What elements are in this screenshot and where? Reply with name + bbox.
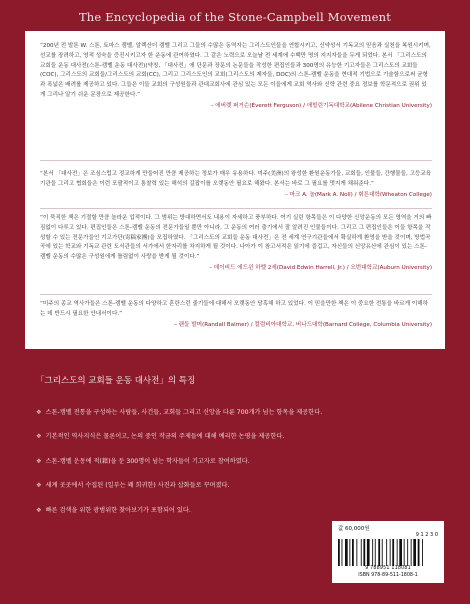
endorsement-text: “미주의 종교 역사가들은 스톤-캠벨 운동의 다양하고 혼란스런 줄기들에 대해서 오랫동안 당혹해 하고 있었다. 이 믿을만한 책은 이 중요한 전통을 바르게 이해하는 데 반드시 필요한 안내서이다.”	[40, 301, 429, 317]
feature-text: 스톤-캠벨 운동에 적(籍)을 둔 300명이 넘는 학자들이 기고자로 참여하였다.	[45, 458, 250, 465]
endorsement-text: “200년 전 발톤 W. 스톤, 토마스 캠벨, 알렉산더 캠벨 그리고 그들의 수많은 동역자는 그리스도인들을 연합시키고, 신약성서 기독교의 믿음과 실천을 복원시키며, 선교를 장려하고, 영적 성숙을 증진시키고자 한 운동에 관여하였다. 그 같은 노력으로 오늘날 전 세계에 수백만 명의 지지자들을 두게 되었다. 본서 「그리스도의 교회들 운동 대사전(스톤-캠벨 운동 대사전)(약칭, 「대사전」에 단문과 장문의 논문들을 작성한 편집인들과 300명의 유능한 기고자들은 그리스도의 교회들(COC), 그리스도의 교회들/그리스도의 교회(CC), 그리고 그리스도인의 교회(그리스도의 제자들, DOC)의 스톤-캠벨 운동을 현대적 기법으로 기술함으로써 균형과 폭넓은 배려를 제공하고 있다. 그들은 이들 교회의 구성원들과 관대교회사에 관심 있는 모든 이들에게 교회 역사와 신학 관련 중요 정보를 학문적으로 권위 있게 그리나 알기 쉬운 문장으로 제공한다.”	[40, 43, 431, 98]
feature-text: 기본적인 역사지식은 물론이고, 논의 중인 작금의 주제들에 대해 예리한 논평을 제공한다.	[45, 433, 285, 440]
price-label: 값 60,000원	[338, 526, 370, 532]
feature-text: 스톤-캠벨 전통을 구성하는 사람들, 사건들, 교회들 그리고 신앙을 다룬 700개가 넘는 항목을 제공한다.	[45, 409, 323, 416]
endorsement-2	[40, 170, 432, 200]
header-band	[0, 0, 470, 31]
divider	[40, 160, 432, 161]
barcode-graphic	[338, 539, 438, 566]
addon-code: 9 1 2 3 0	[415, 532, 438, 538]
diamond-bullet-icon: ❖	[36, 482, 42, 489]
feature-item	[36, 456, 250, 465]
diamond-bullet-icon: ❖	[36, 507, 42, 514]
header-title: The Encyclopedia of the Stone-Campbell Movement	[78, 10, 392, 24]
endorsement-attribution: – 에버렛 퍼거슨(Everett Ferguson) / 애빌린기독대학교(Abilene Christian University)	[210, 102, 432, 109]
isbn-label: ISBN 978-89-511-1808-1	[358, 573, 418, 578]
feature-item	[36, 480, 229, 489]
divider	[40, 208, 432, 209]
endorsement-attribution: – 랜들 발머(Randall Balmer) / 컬럼비아대학교, 버나드대학(Barnard College, Columbia University)	[174, 321, 432, 328]
barcode-box	[332, 521, 444, 583]
feature-item	[36, 431, 284, 440]
endorsement-attribution: – 데이비드 에드윈 하렐 2세(David Edwin Harrell, Jr.) / 오번대학교(Auburn University)	[209, 264, 432, 271]
endorsement-3	[40, 214, 432, 274]
feature-text: 세계 곳곳에서 수집된 (일부는 꽤 희귀한) 사진과 삽화들로 꾸며졌다.	[45, 482, 230, 489]
feature-item	[36, 505, 191, 514]
endorsement-text: “본서 「대사전」은 조심스럽고 정교하게 만들어진 만큼 제공하는 정보가 매우 유용하다. 미주(美洲)의 왕성한 환원운동가들, 교회들, 인물들, 간행물들, 고등교육기관들 그리고 협회들은 이런 포괄적이고 통찰력 있는 해석의 길잡이를 오랫동안 필요로 해왔다. 본서는 바로 그 필요를 멋지게 채워준다.”	[40, 171, 432, 187]
divider	[40, 294, 432, 295]
diamond-bullet-icon: ❖	[36, 409, 42, 416]
endorsement-4	[40, 300, 432, 330]
feature-text: 빠른 검색을 위한 광범위한 찾아보기가 포함되어 있다.	[45, 507, 191, 514]
endorsement-attribution: – 마크 A. 놀(Mark A. Noll) / 휘튼대학(Wheaton College)	[285, 191, 432, 198]
endorsement-text: “이 묵직한 책은 기절할 만큼 놀라운 업적이다. 그 범위는 방대하면서도 내용이 자세하고 풍부하다. 여기 실린 항목들은 이 다양한 신앙운동의 모든 영역을 거의 빠짐없이 다루고 있다. 편집인들은 스톤-캠벨 운동의 전문가들일 뿐만 아니라, 그 운동의 여러 출기에서 잘 알려진 인물들이다. 그리고 그 편집인들은 이들 항목을 작성할 수 있는 전문가들인 기고가단(寄稿家團)을 모집하였다. 「그리스도의 교회들 운동 대사전」은 전 세계 연구기관들에서 확실하게 환영을 받을 것이며, 방법곡곡에 있는 학교와 기독교 관련 도서관들의 서가에서 한자리를 차지하게 될 것이다. 나아가 이 참고서적은 읽기에 즐겁고, 자신들의 신앙유산에 관심이 있는 스톤-캠벨 운동의 수많은 구성원에게 틀림없이 사랑을 받게 될 것이다.”	[40, 215, 432, 261]
endorsement-1	[40, 42, 432, 112]
diamond-bullet-icon: ❖	[36, 458, 42, 465]
feature-item	[36, 407, 322, 416]
diamond-bullet-icon: ❖	[36, 433, 42, 440]
barcode-digits: 9 788951 118081	[365, 566, 411, 571]
features-title: 「그리스도의 교회들 운동 대사전」의 특징	[36, 376, 196, 386]
